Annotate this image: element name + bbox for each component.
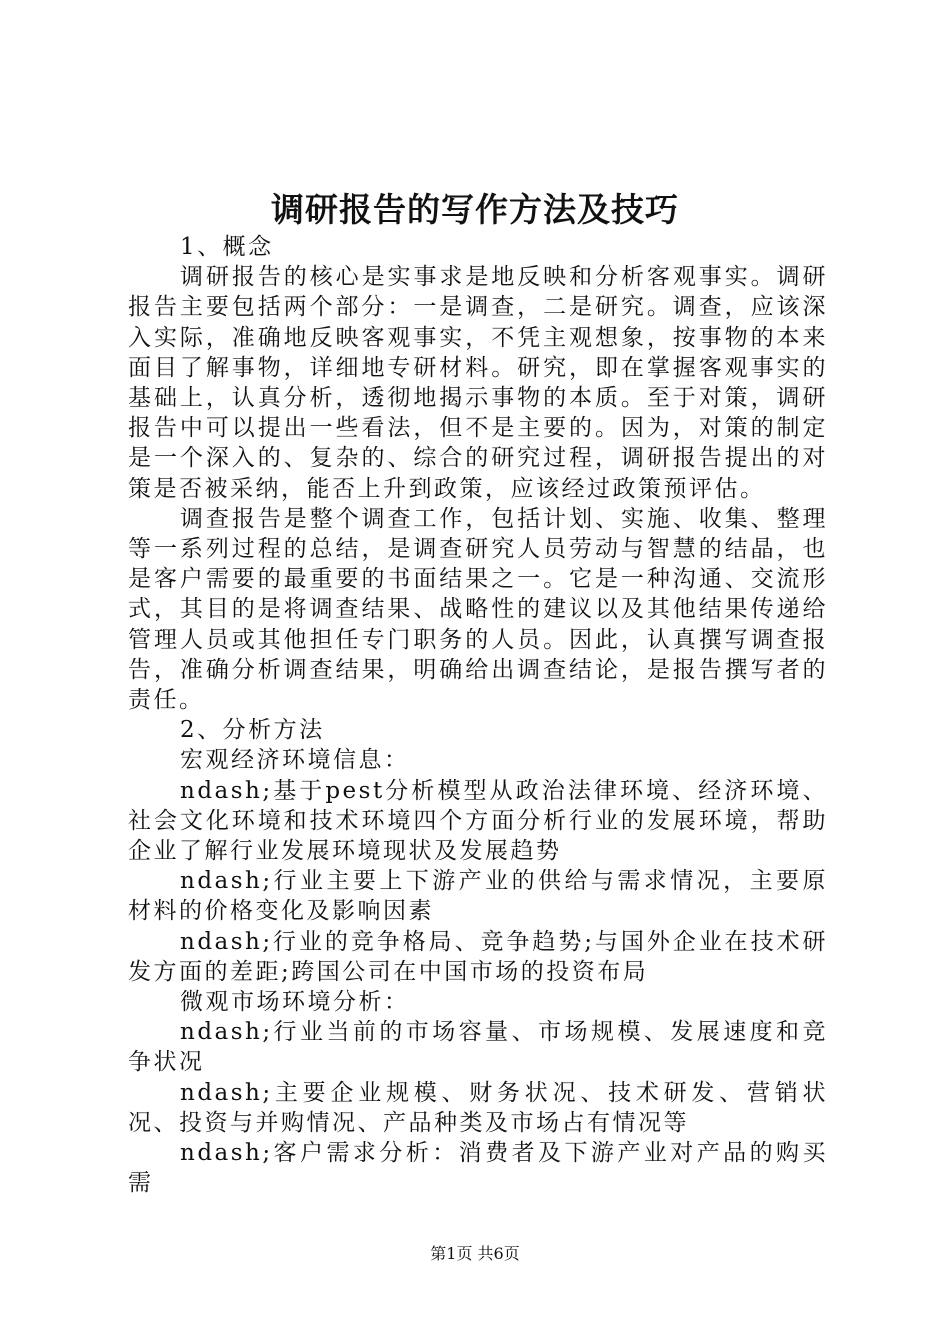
paragraph: 调研报告的核心是实事求是地反映和分析客观事实。调研报告主要包括两个部分：一是调查，二是研究。调查，应该深入实际，准确地反映客观事实，不凭主观想象，按事物的本来面目了解事物，详细地专研材料。研究，即在掌握客观事实的基础上，认真分析，透彻地揭示事物的本质。至于对策，调研报告中可以提出一些看法，但不是主要的。因为，对策的制定是一个深入的、复杂的、综合的研究过程，调研报告提出的对策是否被采纳，能否上升到政策，应该经过政策预评估。 [128,264,828,502]
paragraph: 调查报告是整个调查工作，包括计划、实施、收集、整理等一系列过程的总结，是调查研究人员劳动与智慧的结晶，也是客户需要的最重要的书面结果之一。它是一种沟通、交流形式，其目的是将调查结果、战略性的建议以及其他结果传递给管理人员或其他担任专门职务的人员。因此，认真撰写调查报告，准确分析调查结果，明确给出调查结论，是报告撰写者的责任。 [128,505,828,714]
paragraph: ndash;基于pest分析模型从政治法律环境、经济环境、社会文化环境和技术环境四个方面分析行业的发展环境，帮助企业了解行业发展环境现状及发展趋势 [128,777,828,865]
paragraph: ndash;行业的竞争格局、竞争趋势;与国外企业在技术研发方面的差距;跨国公司在中国市场的投资布局 [128,928,828,985]
document-body [128,232,828,1199]
paragraph: ndash;客户需求分析：消费者及下游产业对产品的购买需 [128,1140,828,1197]
paragraph: ndash;行业主要上下游产业的供给与需求情况，主要原材料的价格变化及影响因素 [128,868,828,925]
page-number-footer: 第1页 共6页 [430,1244,520,1263]
document-title: 调研报告的写作方法及技巧 [271,190,679,229]
paragraph: ndash;主要企业规模、财务状况、技术研发、营销状况、投资与并购情况、产品种类及市场占有情况等 [128,1079,828,1136]
paragraph: 2、分析方法 [180,717,325,744]
paragraph: 1、概念 [180,234,274,260]
paragraph: 微观市场环境分析： [180,989,410,1016]
paragraph: ndash;行业当前的市场容量、市场规模、发展速度和竞争状况 [128,1019,828,1076]
paragraph: 宏观经济环境信息： [180,747,410,774]
